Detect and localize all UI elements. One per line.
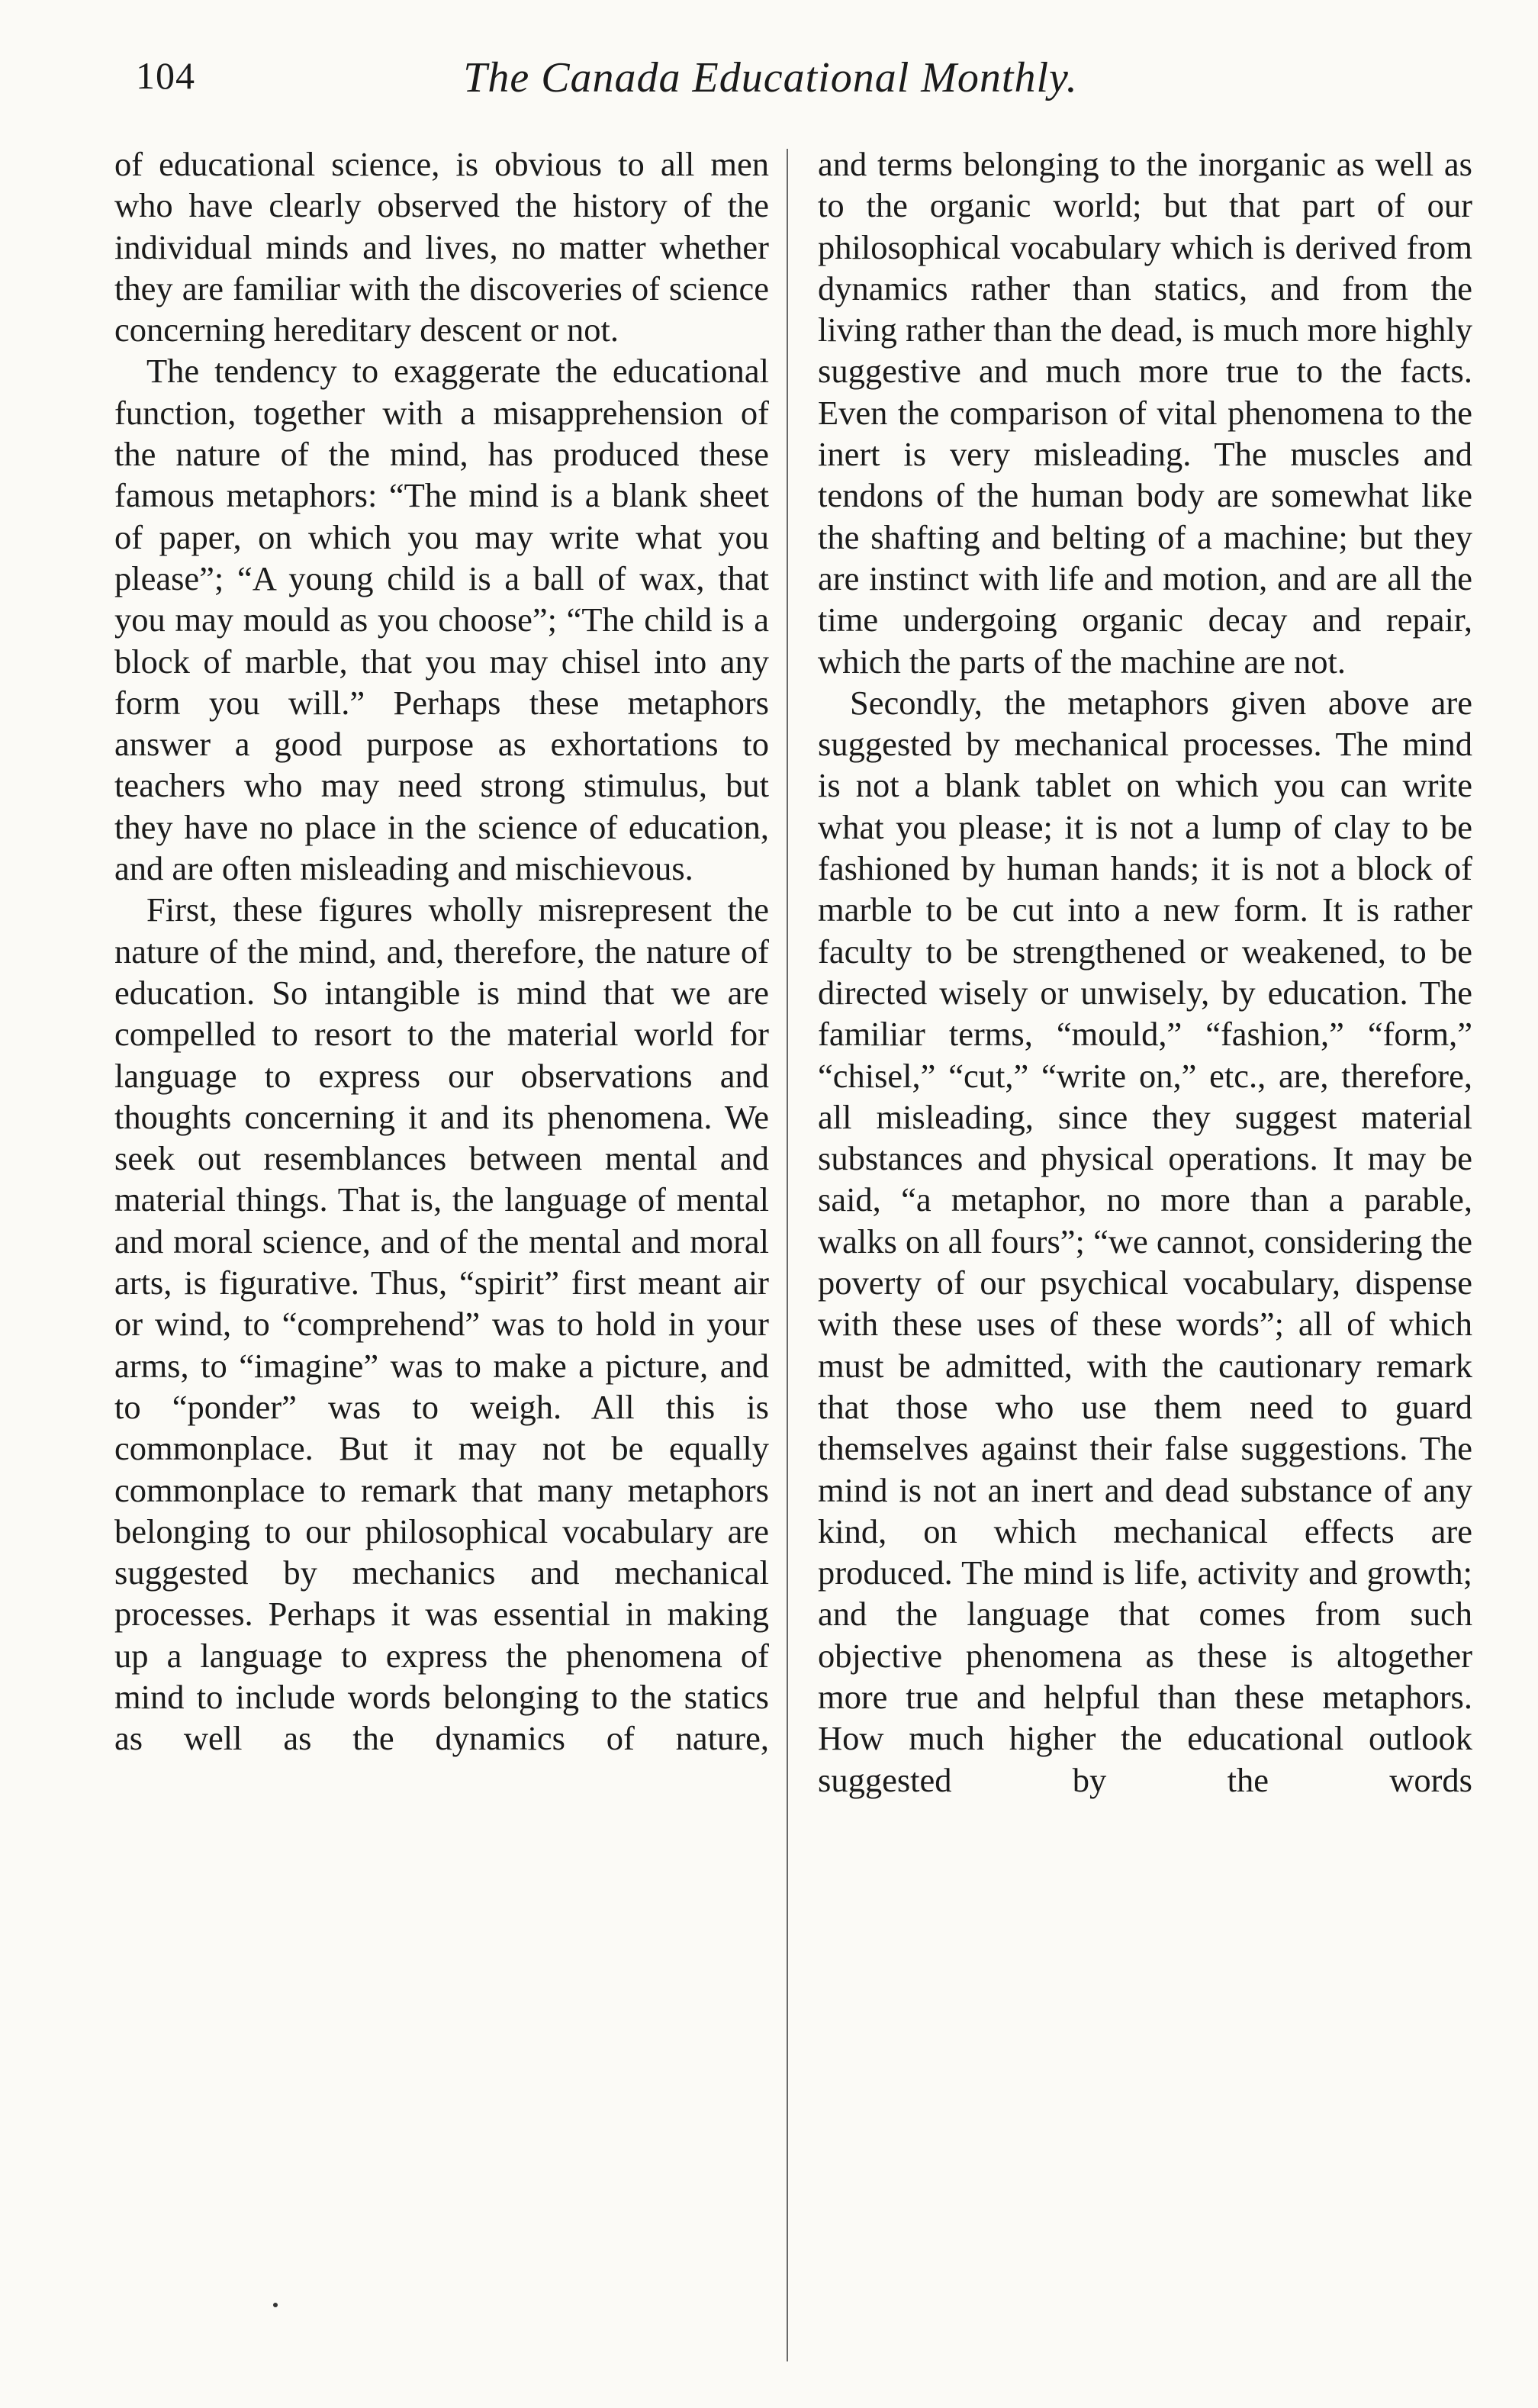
paragraph: and terms belonging to the inorganic as well as to the organic world; but that part of our philosophical vocabulary which is derived from dynamics rather than statics, and from the living rather than the dead, is much more highly suggestive and much more true to the facts. Even the comparison of vital phenomena to the inert is very misleading. The muscles and tendons of the human body are somewhat like the shafting and belting of a machine; but they are instinct with life and motion, and are all the time undergoing organic decay and repair, which the parts of the machine are not.	[818, 145, 1472, 681]
column-divider	[787, 149, 788, 2361]
ink-speck	[273, 2303, 278, 2307]
page-header	[99, 53, 1442, 107]
paragraph: Secondly, the metaphors given above are suggested by mechanical processes. The mind is not a blank tablet on which you can write what you please; it is not a lump of clay to be fashioned by human hands; it is not a block of marble to be cut into a new form. It is rather faculty to be strengthened or weakened, to be directed wisely or unwisely, by education. The familiar terms, “mould,” “fashion,” “form,” “chisel,” “cut,” “write on,” etc., are, therefore, all misleading, since they suggest material substances and physical operations. It may be said, “a metaphor, no more than a parable, walks on all fours”; “we cannot, considering the poverty of our psychical vocabulary, dispense with these uses of these words”; all of which must be admitted, with the cautionary remark that those who use them need to guard themselves against their false suggestions. The mind is not an inert and dead substance of any kind, on which mechanical effects are produced. The mind is life, activity and growth; and the language that comes from such objective phenomena as these is altogether more true and helpful than these metaphors. How much higher the educational outlook suggested by the words	[818, 683, 1472, 1799]
right-column	[818, 143, 1472, 1801]
running-title: The Canada Educational Monthly.	[463, 54, 1078, 101]
paragraph: First, these figures wholly misrepresent the nature of the mind, and, therefore, the nature of education. So intangible is mind that we are compelled to resort to the material world for language to express our observations and thoughts concerning it and its phenomena. We seek out resemblances between mental and material things. That is, the language of mental and moral science, and of the mental and moral arts, is figurative. Thus, “spirit” first meant air or wind, to “comprehend” was to hold in your arms, to “imagine” was to make a picture, and to “ponder” was to weigh. All this is commonplace. But it may not be equally commonplace to remark that many metaphors belonging to our philosophical vocabulary are suggested by mechanics and mechanical processes. Perhaps it was essential in making up a language to express the phenomena of mind to include words belonging to the statics as well as the dynamics of nature,	[114, 890, 769, 1758]
page-number: 104	[136, 54, 195, 97]
paragraph: of educational science, is obvious to all men who have clearly observed the history of the individual minds and lives, no matter whether they are familiar with the discoveries of science concerning hereditary descent or not.	[114, 145, 769, 349]
left-column	[114, 143, 769, 1759]
paragraph: The tendency to exaggerate the educational function, together with a misapprehension of the nature of the mind, has produced these famous metaphors: “The mind is a blank sheet of paper, on which you may write what you please”; “A young child is a ball of wax, that you may mould as you choose”; “The child is a block of marble, that you may chisel into any form you will.” Perhaps these metaphors answer a good purpose as exhortations to teachers who may need strong stimulus, but they have no place in the science of education, and are often misleading and mischievous.	[114, 352, 769, 888]
